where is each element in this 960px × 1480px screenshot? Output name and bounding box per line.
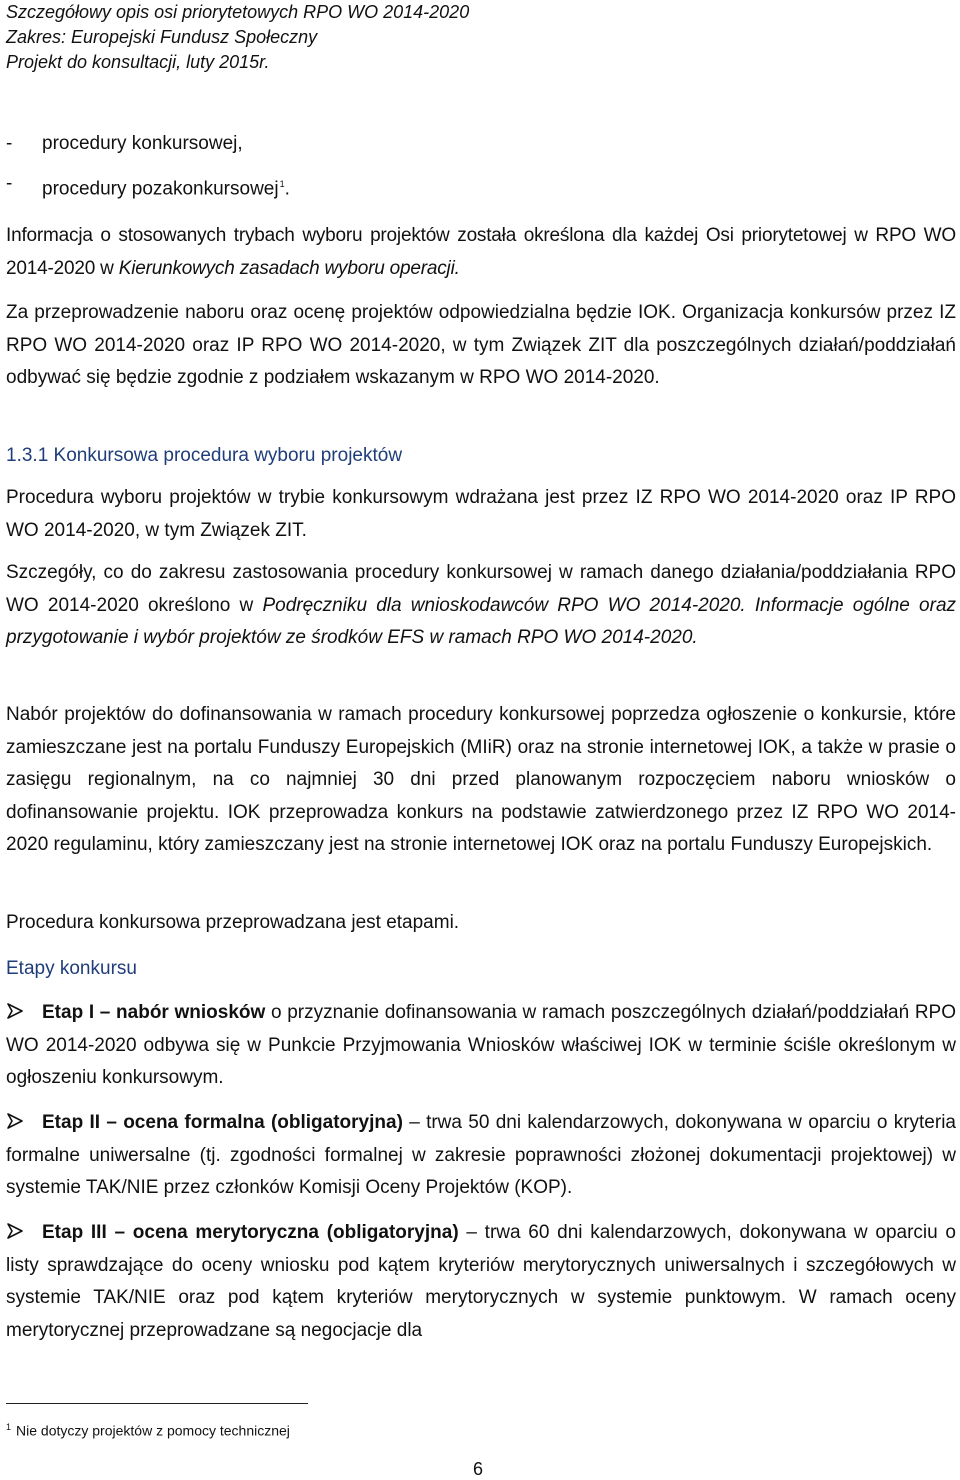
etapy-heading: Etapy konkursu — [6, 958, 137, 979]
footnote-mark: 1 — [6, 1422, 12, 1432]
header-scope: Zakres: Europejski Fundusz Społeczny — [6, 27, 318, 47]
paragraph-procedure: Procedura wyboru projektów w trybie konkursowym wdrażana jest przez IZ RPO WO 2014-2020 oraz IP RPO WO 2014-2020, w tym Związek ZIT. — [6, 487, 956, 541]
paragraph-iok: Za przeprowadzenie naboru oraz ocenę projektów odpowiedzialna będzie IOK. Organizacja konkursów przez IZ RPO WO 2014-2020 oraz IP RPO WO 2014-2020, w tym Związek ZIT dla poszczególnych działań/poddziałań odbywać się będzie zgodnie z podziałem wskazanym w RPO WO 2014-2020. — [6, 302, 956, 388]
procedure-list — [6, 130, 906, 210]
italic-reference: Kierunkowych zasadach wyboru operacji. — [118, 257, 460, 279]
paragraph-nabor: Nabór projektów do dofinansowania w ramach procedury konkursowej poprzedza ogłoszenie o konkursie, które zamieszczane jest na portalu Funduszy Europejskich (MIiR) oraz na stronie internetowej IOK, a także w prasie o zasięgu regionalnym, na co najmniej 30 dni przed planowanym rozpoczęciem naboru wniosków o dofinansowanie projektu. IOK przeprowadza konkurs na podstawie zatwierdzonego przez IZ RPO WO 2014-2020 regulaminu, który zamieszczany jest na stronie internetowej IOK oraz na portalu Funduszy Europejskich. — [6, 704, 956, 855]
list-item — [6, 130, 906, 170]
italic-reference: Podręczniku dla wnioskodawców RPO WO 2014-2020. Informacje ogólne oraz przygotowanie i wybór projektów ze środków EFS w ramach RPO WO 2014-2020. — [6, 594, 957, 648]
footnote — [6, 1417, 290, 1441]
section-heading: 1.3.1 Konkursowa procedura wyboru projektów — [6, 445, 403, 466]
stage-title: Etap I – nabór wniosków — [42, 1002, 266, 1023]
list-dash: - — [6, 173, 13, 194]
header-title: Szczegółowy opis osi priorytetowych RPO WO 2014-2020 — [6, 2, 470, 22]
stage-3: Etap III – ocena merytoryczna (obligatoryjna) – trwa 60 dni kalendarzowych, dokonywana w oparciu o listy sprawdzające do oceny wniosku pod kątem kryteriów merytorycznych uniwersalnych i szczegółowych w systemie TAK/NIE oraz pod kątem kryteriów merytorycznych w systemie punktowym. W ramach oceny merytorycznej przeprowadzane są negocjacje dla — [6, 1222, 956, 1341]
footnote-text: Nie dotyczy projektów z pomocy technicznej — [16, 1422, 290, 1439]
stage-2: Etap II – ocena formalna (obligatoryjna) – trwa 50 dni kalendarzowych, dokonywana w oparciu o kryteria formalne uniwersalne (tj. zgodności formalnej w zakresie poprawności złożonej dokumentacji projektowej) w systemie TAK/NIE przez członków Komisji Oceny Projektów (KOP). — [6, 1112, 956, 1198]
list-item-text: procedury konkursowej, — [42, 133, 243, 154]
header-status: Projekt do konsultacji, luty 2015r. — [6, 52, 270, 72]
list-dash: - — [6, 133, 13, 154]
page-number: 6 — [473, 1459, 484, 1479]
arrow-bullet-icon — [6, 1002, 24, 1020]
document-header — [6, 0, 606, 75]
paragraph-info: Informacja o stosowanych trybach wyboru projektów została określona dla każdej Osi priorytetowej w RPO WO 2014-2020 w Kierunkowych zasadach wyboru operacji. — [6, 225, 956, 279]
paragraph-etapami: Procedura konkursowa przeprowadzana jest etapami. — [6, 912, 460, 933]
stage-title: Etap II – ocena formalna (obligatoryjna) — [42, 1112, 403, 1133]
arrow-bullet-icon — [6, 1222, 24, 1240]
stage-1: Etap I – nabór wniosków o przyznanie dofinansowania w ramach poszczególnych działań/poddziałań RPO WO 2014-2020 odbywa się w Punkcie Przyjmowania Wniosków właściwej IOK w terminie ściśle określonym w ogłoszeniu konkursowym. — [6, 1002, 956, 1088]
stage-title: Etap III – ocena merytoryczna (obligatoryjna) — [42, 1222, 459, 1243]
footnote-divider — [6, 1403, 308, 1404]
paragraph-details: Szczegóły, co do zakresu zastosowania procedury konkursowej w ramach danego działania/poddziałania RPO WO 2014-2020 określono w Podręczniku dla wnioskodawców RPO WO 2014-2020. Informacje ogólne oraz przygotowanie i wybór projektów ze środków EFS w ramach RPO WO 2014-2020. — [6, 562, 957, 648]
footnote-ref[interactable]: 1 — [279, 179, 285, 189]
list-item — [6, 170, 906, 210]
arrow-bullet-icon — [6, 1112, 24, 1130]
list-item-text: procedury pozakonkursowej$^1$. — [42, 178, 290, 200]
